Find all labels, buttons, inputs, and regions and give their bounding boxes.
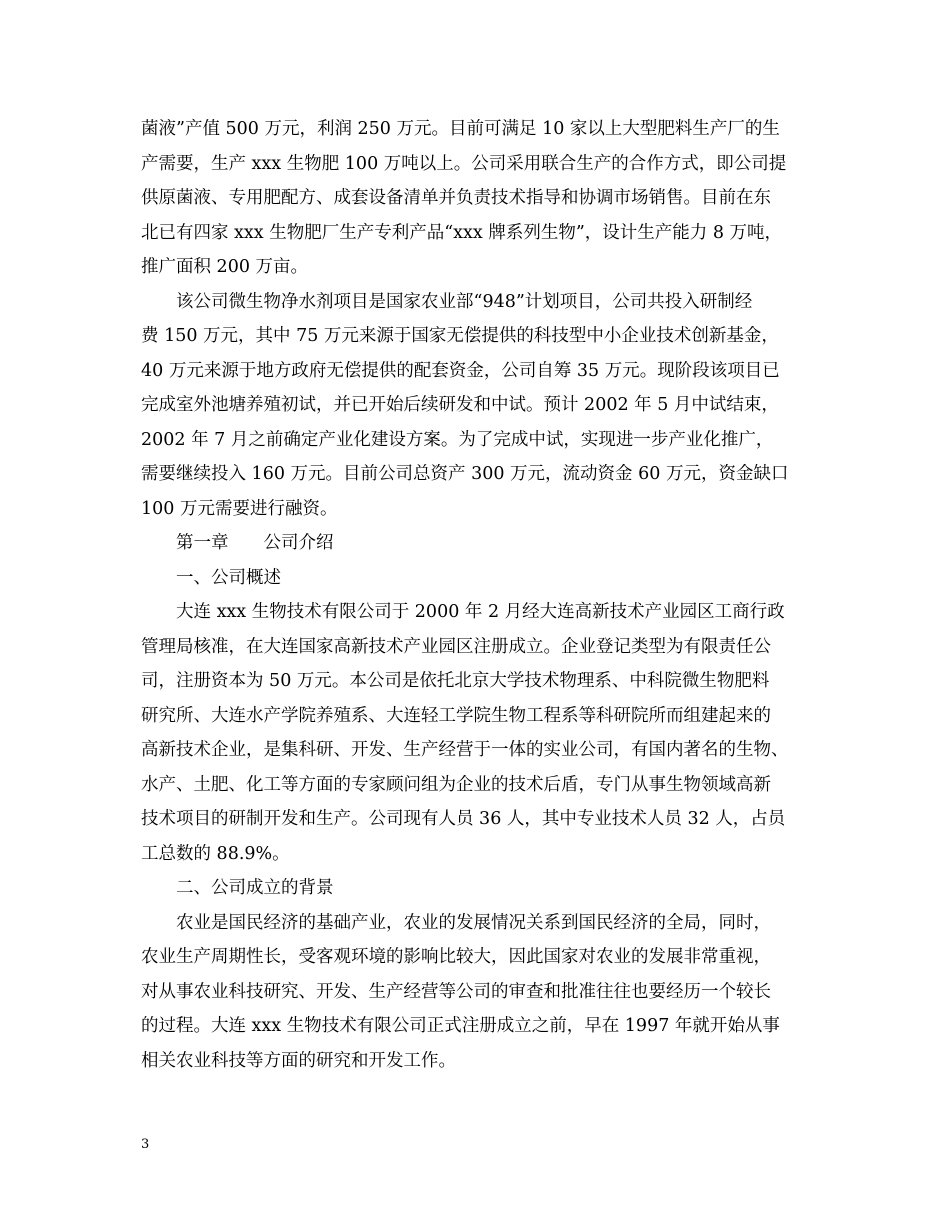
text-line: 北已有四家 xxx 生物肥厂生产专利产品“xxx 牌系列生物”，设计生产能力 8 万吨， <box>141 223 783 243</box>
text-line: 技术项目的研制开发和生产。公司现有人员 36 人，其中专业技术人员 32 人，占员 <box>141 809 786 829</box>
page-number: 3 <box>141 1137 150 1152</box>
text-line: 农业生产周期性长，受客观环境的影响比较大，因此国家对农业的发展非常重视， <box>141 947 771 967</box>
text-line: 2002 年 7 月之前确定产业化建设方案。为了完成中试，实现进一步产业化推广， <box>141 430 774 450</box>
text-line: 大连 xxx 生物技术有限公司于 2000 年 2 月经大连高新技术产业园区工商行政 <box>176 602 785 622</box>
text-line: 费 150 万元，其中 75 万元来源于国家无偿提供的科技型中小企业技术创新基金， <box>141 326 779 346</box>
text-line: 菌液”产值 500 万元，利润 250 万元。目前可满足 10 家以上大型肥料生产厂的生 <box>141 119 780 139</box>
text-line: 水产、土肥、化工等方面的专家顾问组为企业的技术后盾，专门从事生物领域高新 <box>141 775 771 795</box>
text-line: 管理局核准，在大连国家高新技术产业园区注册成立。企业登记类型为有限责任公 <box>141 637 771 657</box>
text-line: 完成室外池塘养殖初试，并已开始后续研发和中试。预计 2002 年 5 月中试结束， <box>141 395 779 415</box>
section-heading: 一、公司概述 <box>176 568 281 588</box>
text-line: 产需要，生产 xxx 生物肥 100 万吨以上。公司采用联合生产的合作方式，即公司提 <box>141 154 787 174</box>
text-line: 相关农业科技等方面的研究和开发工作。 <box>141 1051 456 1071</box>
text-line: 工总数的 88.9%。 <box>141 844 290 864</box>
section-heading: 二、公司成立的背景 <box>176 878 334 898</box>
text-line: 40 万元来源于地方政府无偿提供的配套资金，公司自筹 35 万元。现阶段该项目已 <box>141 361 780 381</box>
text-line: 推广面积 200 万亩。 <box>141 257 309 277</box>
text-line: 需要继续投入 160 万元。目前公司总资产 300 万元，流动资金 60 万元，资金缺口 <box>141 464 789 484</box>
text-line: 对从事农业科技研究、开发、生产经营等公司的审查和批准往往也要经历一个较长 <box>141 982 771 1002</box>
text-line: 研究所、大连水产学院养殖系、大连轻工学院生物工程系等科研院所而组建起来的 <box>141 706 771 726</box>
text-line: 供原菌液、专用肥配方、成套设备清单并负责技术指导和协调市场销售。目前在东 <box>141 188 771 208</box>
text-line: 农业是国民经济的基础产业，农业的发展情况关系到国民经济的全局，同时， <box>176 913 771 933</box>
text-line: 100 万元需要进行融资。 <box>141 499 338 519</box>
chapter-heading: 第一章 公司介绍 <box>176 533 334 553</box>
text-line: 司，注册资本为 50 万元。本公司是依托北京大学技术物理系、中科院微生物肥料 <box>141 671 770 691</box>
text-line: 高新技术企业，是集科研、开发、生产经营于一体的实业公司，有国内著名的生物、 <box>141 740 789 760</box>
text-line: 该公司微生物净水剂项目是国家农业部“948”计划项目，公司共投入研制经 <box>176 292 753 312</box>
text-line: 的过程。大连 xxx 生物技术有限公司正式注册成立之前，早在 1997 年就开始从事 <box>141 1016 780 1036</box>
